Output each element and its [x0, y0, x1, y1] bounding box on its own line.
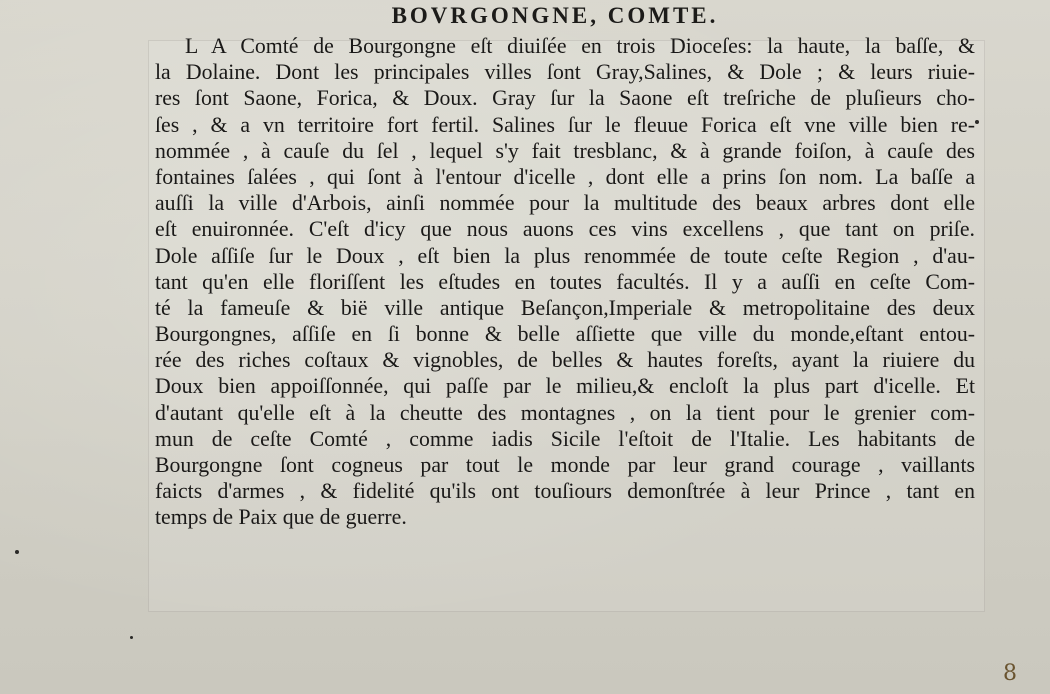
text-line: d'autant qu'elle eſt à la cheutte des montagnes , on la tient pour le grenier com- — [155, 400, 975, 425]
text-line: mun de ceſte Comté , comme iadis Sicile l'eſtoit de l'Italie. Les habitants de — [155, 426, 975, 451]
text-line: la Dolaine. Dont les principales villes ſont Gray,Salines, & Dole ; & leurs riuie- — [155, 60, 975, 85]
text-line: tant qu'en elle floriſſent les eſtudes en toutes facultés. Il y a auſſi en ceſte Com- — [155, 269, 975, 294]
text-line: nommée , à cauſe du ſel , lequel s'y fait tresblanc, & à grande foiſon, à cauſe des — [155, 138, 975, 163]
text-line: fontaines ſalées , qui ſont à l'entour d'icelle , dont elle a prins ſon nom. La baſſe a — [155, 164, 975, 189]
text-line: temps de Paix que de guerre. — [155, 505, 407, 530]
page-header: BOVRGONGNE, COMTE. — [391, 3, 719, 28]
text-line: eſt enuironnée. C'eſt d'icy que nous auons ces vins excellens , que tant on priſe. — [155, 217, 975, 242]
text-line: Doux bien appoiſſonnée, qui paſſe par le milieu,& encloſt la plus part d'icelle. Et — [155, 374, 975, 399]
text-line: Dole aſſiſe ſur le Doux , eſt bien la plus renommée de toute ceſte Region , d'au- — [155, 243, 975, 268]
ink-speck — [975, 120, 979, 124]
ink-speck — [130, 636, 133, 639]
text-line: Bourgongne ſont cogneus par tout le monde par leur grand courage , vaillants — [155, 453, 975, 477]
text-line: faicts d'armes , & fidelité qu'ils ont touſiours demonſtrée à leur Prince , tant en — [155, 479, 975, 504]
body-text — [155, 33, 975, 531]
text-line: res ſont Saone, Forica, & Doux. Gray ſur la Saone eſt treſriche de pluſieurs cho- — [155, 86, 975, 111]
ink-speck — [15, 550, 19, 554]
text-line: L A Comté de Bourgongne eſt diuiſée en trois Dioceſes: la haute, la baſſe, & — [185, 34, 975, 58]
text-line: Bourgongnes, aſſiſe en ſi bonne & belle aſſiette que ville du monde,eſtant entou- — [155, 322, 975, 347]
page-number: 8 — [1003, 661, 1017, 686]
text-line: rée des riches coſtaux & vignobles, de belles & hautes foreſts, ayant la riuiere du — [155, 348, 975, 373]
text-line: auſſi la ville d'Arbois, ainſi nommée pour la multitude des beaux arbres dont elle — [155, 191, 975, 216]
text-line: ſes , & a vn territoire fort fertil. Salines ſur le fleuue Forica eſt vne ville bien re- — [155, 112, 975, 137]
text-line: té la fameuſe & bië ville antique Beſançon,Imperiale & metropolitaine des deux — [155, 295, 975, 320]
